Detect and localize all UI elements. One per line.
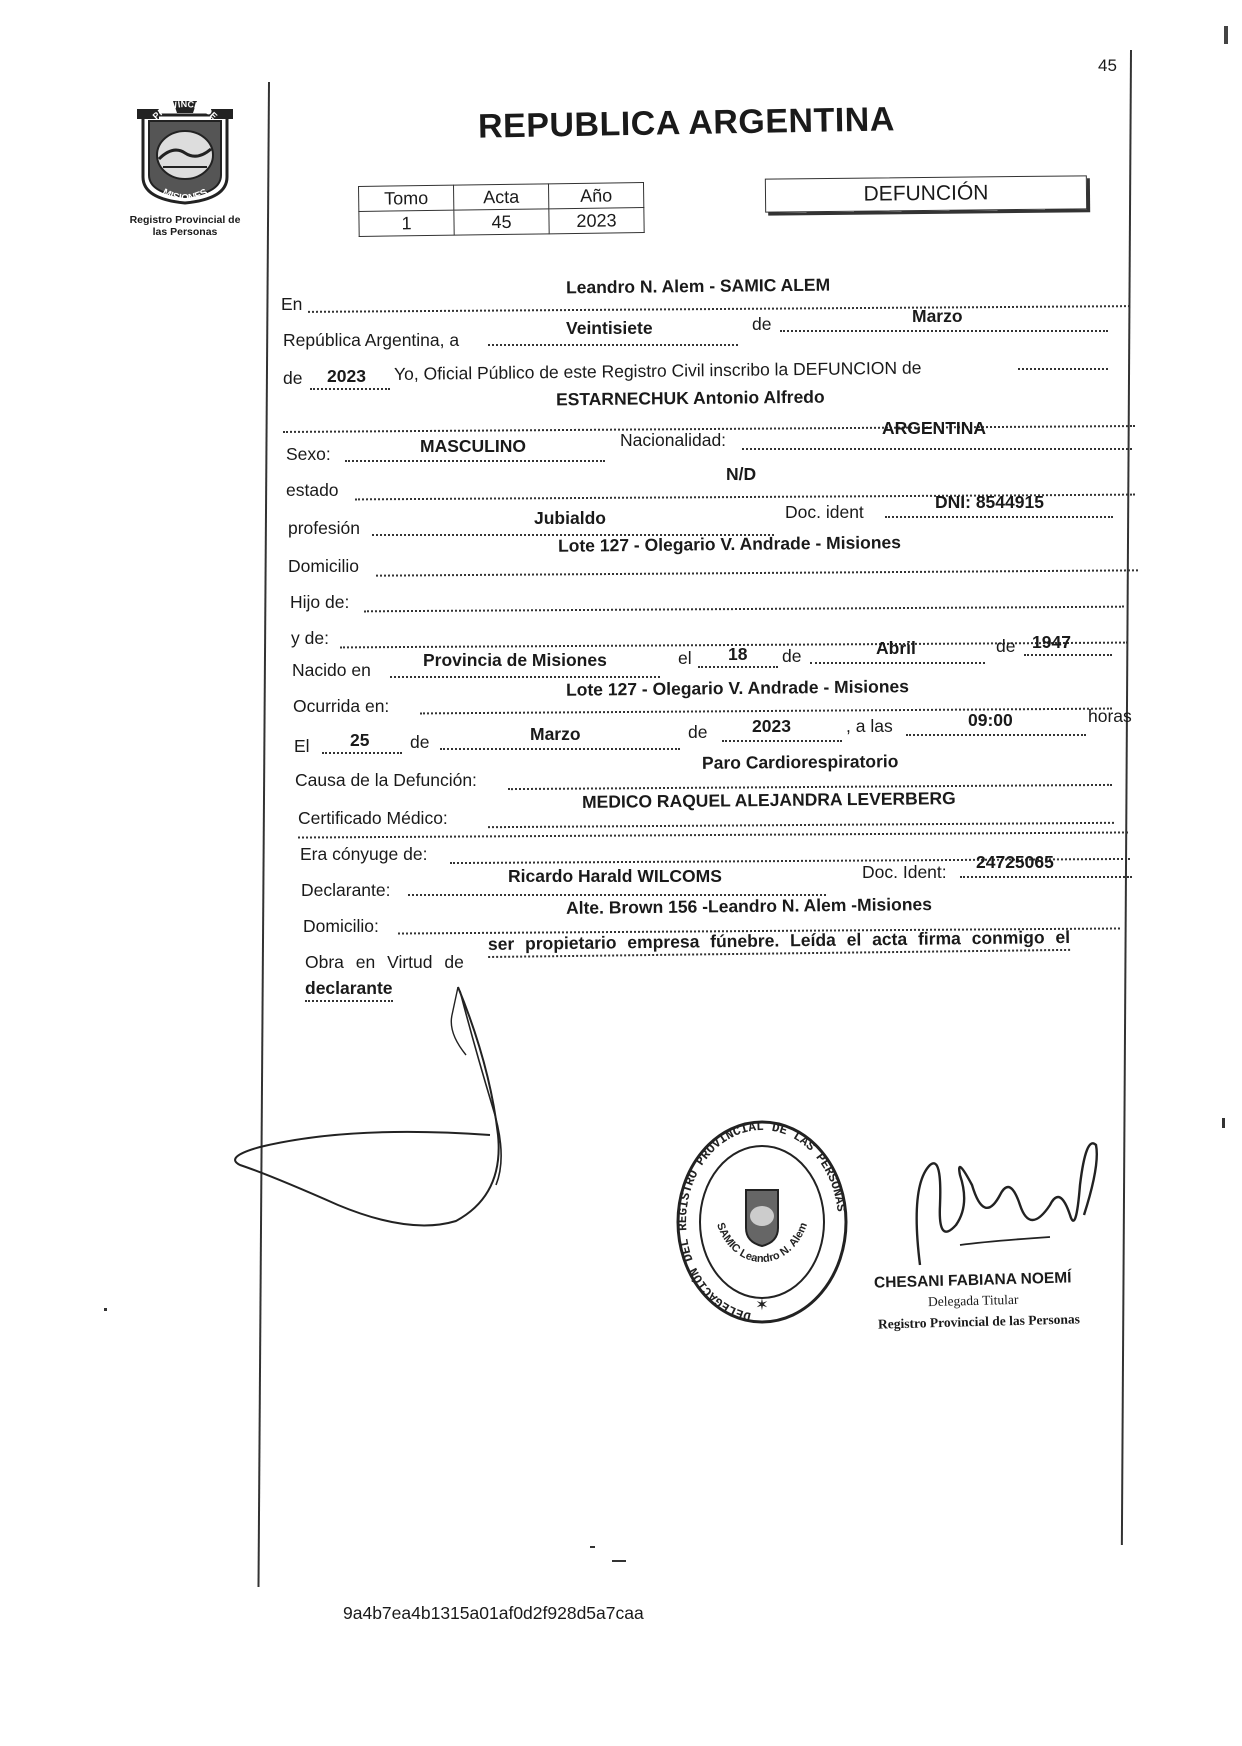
de-label: de (752, 314, 772, 334)
sexo-value: MASCULINO (420, 436, 526, 456)
a-las-label: , a las (846, 716, 893, 736)
dotted-line (310, 388, 390, 390)
de-label: de (996, 636, 1016, 656)
declarante-value: Ricardo Harald WILCOMS (508, 866, 722, 886)
death-day-value: 25 (350, 730, 370, 750)
birth-day-value: 18 (728, 644, 748, 664)
declarant-signature (230, 985, 670, 1250)
de-label: de (782, 646, 802, 666)
dotted-line (322, 752, 402, 754)
republica-label: República Argentina, a (283, 330, 460, 350)
obra-value-line1: ser propietario empresa fúnebre. Leída el acta firma conmigo el (488, 927, 1070, 958)
dotted-line (376, 569, 1138, 576)
dotted-line (810, 662, 985, 664)
domicilio-label: Domicilio (288, 556, 359, 576)
logo-caption-line1: Registro Provincial de (129, 214, 241, 226)
death-year-value: 2023 (752, 716, 791, 736)
declarante-domicilio-value: Alte. Brown 156 -Leandro N. Alem -Misiones (565, 894, 933, 918)
causa-label: Causa de la Defunción: (295, 770, 477, 790)
dotted-line (488, 344, 738, 346)
dotted-line (742, 448, 1132, 450)
day-written-value: Veintisiete (566, 318, 653, 338)
birth-year-value: 1947 (1032, 632, 1071, 652)
nacionalidad-value: ARGENTINA (882, 418, 987, 438)
dotted-line (390, 676, 660, 678)
dotted-line (298, 831, 1128, 838)
dotted-line (364, 606, 1124, 613)
doc-ident-value: DNI: 8544915 (935, 492, 1044, 512)
dotted-line (906, 734, 1086, 736)
hijo-de-label: Hijo de: (290, 592, 350, 612)
province-logo (133, 95, 237, 210)
document-title: REPUBLICA ARGENTINA (477, 100, 896, 146)
dotted-line (1018, 368, 1108, 370)
dotted-line (1024, 654, 1112, 656)
value-ano: 2023 (549, 208, 644, 234)
record-reference-table (358, 182, 645, 237)
domicilio-value: Lote 127 - Olegario V. Andrade - Misiones (557, 532, 902, 556)
causa-value: Paro Cardiorespiratorio (701, 751, 899, 773)
value-tomo: 1 (359, 210, 454, 236)
frame-left-line (257, 82, 270, 1587)
scan-speck (590, 1546, 595, 1548)
profesion-label: profesión (288, 518, 360, 538)
el-label: El (294, 736, 310, 756)
declarante-doc-value: 24725065 (976, 852, 1054, 872)
nacido-en-value: Provincia de Misiones (423, 650, 607, 670)
svg-text:SAMIC Leandro N. Alem: SAMIC Leandro N. Alem (714, 1220, 810, 1266)
official-name: CHESANI FABIANA NOEMÍ (873, 1269, 1072, 1292)
obra-label: Obra en Virtud de (305, 952, 464, 972)
header-tomo: Tomo (359, 185, 454, 211)
scan-edge-mark (1224, 26, 1228, 44)
declarante-domicilio-label: Domicilio: (303, 916, 379, 936)
table-value-row (359, 208, 644, 237)
logo-caption (110, 214, 260, 238)
dotted-line (440, 748, 680, 750)
de-label: de (688, 722, 708, 742)
statement-text: Yo, Oficial Público de este Registro Civil inscribo la DEFUNCION de (393, 357, 922, 384)
obra-value-line2: declarante (305, 978, 393, 1002)
year-value: 2023 (327, 366, 366, 386)
nacido-en-label: Nacido en (292, 660, 371, 680)
official-role: Delegada Titular (927, 1291, 1019, 1310)
birth-month-value: Abril (876, 638, 916, 658)
de-label: de (410, 732, 430, 752)
y-de-label: y de: (291, 628, 329, 648)
official-office: Registro Provincial de las Personas (877, 1311, 1081, 1332)
frame-right-line (1121, 50, 1132, 1545)
estado-label: estado (286, 480, 339, 500)
official-signature (900, 1125, 1120, 1280)
header-acta: Acta (453, 184, 548, 210)
document-hash: 9a4b7ea4b1315a01af0d2f928d5a7caa (343, 1603, 644, 1623)
dotted-line (345, 460, 605, 462)
conyuge-label: Era cónyuge de: (300, 844, 428, 864)
declarante-label: Declarante: (301, 880, 391, 900)
svg-text:✶: ✶ (755, 1295, 769, 1314)
horas-label: horas (1088, 706, 1132, 726)
el-label: el (678, 648, 692, 668)
certificado-value: MEDICO RAQUEL ALEJANDRA LEVERBERG (581, 788, 956, 812)
page-number: 45 (1098, 56, 1117, 75)
certificado-label: Certificado Médico: (298, 808, 448, 828)
doc-ident-label: Doc. ident (785, 502, 864, 522)
dotted-line (698, 666, 778, 668)
record-type-box: DEFUNCIÓN (765, 175, 1087, 212)
ocurrida-en-value: Lote 127 - Olegario V. Andrade - Misiones (565, 676, 910, 700)
declarante-doc-label: Doc. Ident: (862, 862, 947, 882)
official-seal (674, 1118, 850, 1333)
scan-speck (612, 1560, 626, 1562)
dotted-line (722, 740, 842, 742)
profesion-value: Jubialdo (534, 508, 606, 528)
dotted-line (960, 876, 1132, 878)
ocurrida-en-label: Ocurrida en: (293, 696, 390, 716)
place-value: Leandro N. Alem - SAMIC ALEM (565, 274, 831, 298)
logo-caption-line2: las Personas (152, 226, 218, 238)
sexo-label: Sexo: (286, 444, 331, 464)
en-label: En (281, 294, 303, 314)
value-acta: 45 (454, 209, 549, 235)
dotted-line (308, 305, 1130, 313)
header-ano: Año (548, 183, 643, 209)
deceased-name-value: ESTARNECHUK Antonio Alfredo (555, 386, 825, 410)
dotted-line (488, 822, 1114, 828)
scan-speck (1222, 1118, 1225, 1128)
death-time-value: 09:00 (968, 710, 1013, 730)
death-month-value: Marzo (530, 724, 581, 744)
svg-text:DELEGACIÓN DEL REGISTRO PROVIN: DELEGACIÓN DEL REGISTRO PROVINCIAL DE LAS PERSONAS (675, 1119, 848, 1323)
svg-text:PROVINCIA DE: PROVINCIA DE (150, 98, 220, 122)
month-written-value: Marzo (912, 306, 963, 326)
estado-value: N/D (726, 464, 757, 484)
dotted-line (885, 516, 1113, 518)
de-label: de (283, 368, 303, 388)
svg-text:MISIONES: MISIONES (160, 187, 210, 204)
nacionalidad-label: Nacionalidad: (620, 430, 727, 450)
dotted-line (780, 330, 1108, 332)
scan-speck (104, 1308, 107, 1311)
